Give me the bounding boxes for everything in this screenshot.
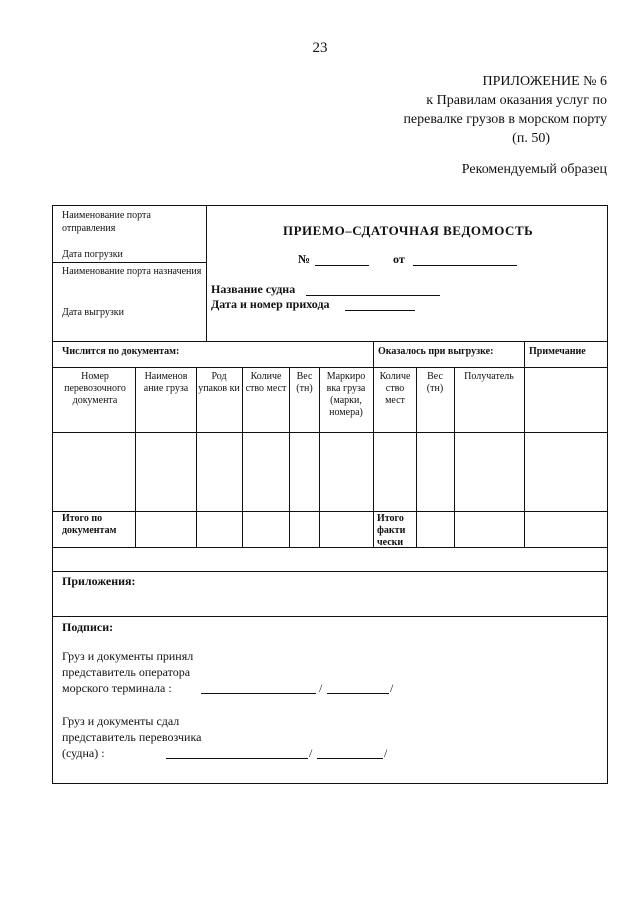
loading-date-label: Дата погрузки <box>62 249 123 260</box>
date-field[interactable] <box>413 265 517 266</box>
handed-slash-1: / <box>309 746 313 760</box>
accepted-line-2: представитель оператора <box>62 665 191 679</box>
section-row-line <box>53 367 607 368</box>
accepted-name-field[interactable] <box>327 693 389 694</box>
col-header-actual-weight: Вес (тн) <box>426 371 444 394</box>
document-title: ПРИЕМО–СДАТОЧНАЯ ВЕДОМОСТЬ <box>283 223 534 238</box>
col-header-weight: Вес (тн) <box>296 371 313 394</box>
signatures-heading: Подписи: <box>62 620 114 634</box>
page-number: 23 <box>312 40 328 56</box>
vessel-name-label: Название судна <box>211 282 296 296</box>
number-label: № <box>298 252 311 266</box>
number-field[interactable] <box>315 265 369 266</box>
handed-line-1: Груз и документы сдал <box>62 714 180 728</box>
col-header-packaging: Род упаков ки <box>198 371 240 394</box>
attachments-top-line <box>53 571 607 572</box>
attachments-label: Приложения: <box>62 574 136 588</box>
port-departure-label: Наименование порта отправления <box>62 210 151 234</box>
vessel-name-field[interactable] <box>306 295 440 296</box>
col-header-recipient: Получатель <box>464 371 514 382</box>
accepted-signature-field[interactable] <box>201 693 316 694</box>
col-header-places-count: Количе ство мест <box>245 371 287 394</box>
appendix-line-2: к Правилам оказания услуг по <box>426 93 607 108</box>
appendix-line-3: перевалке грузов в морском порту <box>403 112 607 127</box>
col-header-marking: Маркиро вка груза (марки, номера) <box>326 371 366 418</box>
attachments-bottom-line <box>53 616 607 617</box>
date-from-label: от <box>393 252 405 266</box>
appendix-title: ПРИЛОЖЕНИЕ № 6 <box>482 74 607 89</box>
port-destination-label: Наименование порта назначения <box>62 266 202 277</box>
totals-row-line <box>53 547 607 548</box>
header-left-separator <box>53 262 206 263</box>
appendix-clause: (п. 50) <box>512 131 550 146</box>
on-unloading-label: Оказалось при выгрузке: <box>378 346 494 357</box>
accepted-slash-1: / <box>319 681 323 695</box>
unloading-date-label: Дата выгрузки <box>62 307 125 318</box>
col-header-actual-places: Количе ство мест <box>379 371 411 406</box>
recommended-sample-label: Рекомендуемый образец <box>461 162 607 177</box>
accepted-slash-2: / <box>390 681 394 695</box>
total-by-documents-label: Итого по документам <box>62 513 117 536</box>
form-frame <box>52 205 608 784</box>
col-header-cargo-name: Наименов ание груза <box>143 371 189 394</box>
col-header-doc-number: Номер перевозочного документа <box>64 371 126 406</box>
handed-signature-field[interactable] <box>166 758 308 759</box>
note-label: Примечание <box>529 346 586 357</box>
accepted-line-3: морского терминала : <box>62 681 172 695</box>
accepted-line-1: Груз и документы принял <box>62 649 194 663</box>
handed-name-field[interactable] <box>317 758 383 759</box>
handed-slash-2: / <box>384 746 388 760</box>
section-divider-1 <box>373 341 374 367</box>
arrival-field[interactable] <box>345 310 415 311</box>
by-documents-label: Числится по документам: <box>62 346 180 357</box>
data-row[interactable] <box>53 433 607 510</box>
handed-line-3: (судна) : <box>62 746 105 760</box>
arrival-label: Дата и номер прихода <box>211 297 330 311</box>
total-actual-label: Итого факти чески <box>377 513 406 548</box>
header-divider <box>206 206 207 342</box>
handed-line-2: представитель перевозчика <box>62 730 202 744</box>
data-row-line <box>53 511 607 512</box>
